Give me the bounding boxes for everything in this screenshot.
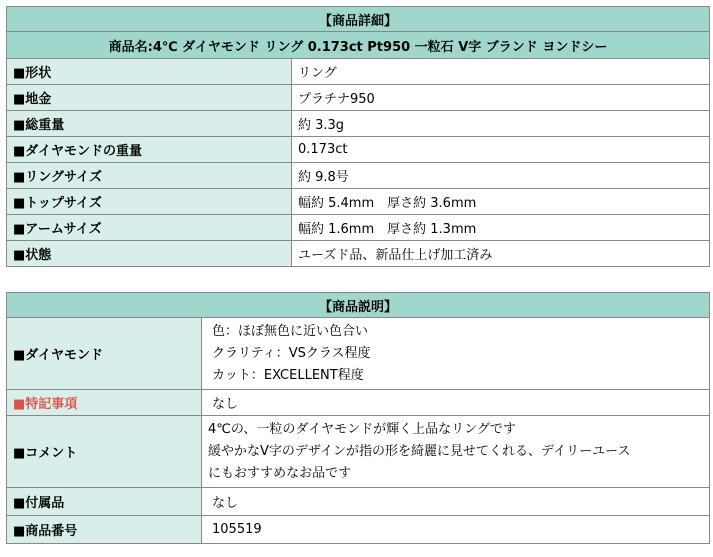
product-name: 商品名:4℃ ダイヤモンド リング 0.173ct Pt950 一粒石 V字 ブランド ヨンドシー <box>7 32 710 59</box>
detail-value: 0.173ct <box>292 137 710 163</box>
diamond-clarity: クラリティ：VSクラス程度 <box>212 345 371 361</box>
comment-label: ■コメント <box>7 416 202 488</box>
comment-line: 緩やかなV字のデザインが指の形を綺麗に見せてくれる、デイリーユース <box>208 443 631 459</box>
detail-label: ■地金 <box>7 85 292 111</box>
diamond-label: ■ダイヤモンド <box>7 318 202 390</box>
diamond-row <box>7 318 710 390</box>
detail-label: ■ダイヤモンドの重量 <box>7 137 292 163</box>
special-label: ■特記事項 <box>7 390 202 416</box>
detail-label: ■形状 <box>7 59 292 85</box>
comment-row <box>7 416 710 488</box>
details-heading: 【商品詳細】 <box>7 7 710 32</box>
detail-label: ■総重量 <box>7 111 292 137</box>
diamond-details <box>202 318 710 390</box>
detail-label: ■アームサイズ <box>7 215 292 241</box>
accessories-value: なし <box>202 488 710 516</box>
detail-value: 幅約 1.6mm 厚さ約 1.3mm <box>292 215 710 241</box>
product-number-label: ■商品番号 <box>7 516 202 544</box>
detail-label: ■リングサイズ <box>7 163 292 189</box>
diamond-cut: カット：EXCELLENT程度 <box>212 367 364 383</box>
special-value: なし <box>202 390 710 416</box>
detail-label: ■状態 <box>7 241 292 267</box>
comment-line: にもおすすめなお品です <box>208 465 352 481</box>
detail-value: リング <box>292 59 710 85</box>
detail-row <box>7 85 710 111</box>
description-heading: 【商品説明】 <box>7 293 710 318</box>
product-number-row <box>7 516 710 544</box>
detail-row <box>7 59 710 85</box>
detail-value: ユーズド品、新品仕上げ加工済み <box>292 241 710 267</box>
detail-row <box>7 189 710 215</box>
accessories-row <box>7 488 710 516</box>
detail-row <box>7 163 710 189</box>
diamond-color: 色：ほぼ無色に近い色合い <box>212 323 369 339</box>
special-row <box>7 390 710 416</box>
detail-row <box>7 215 710 241</box>
detail-value: プラチナ950 <box>292 85 710 111</box>
detail-row <box>7 111 710 137</box>
detail-row <box>7 241 710 267</box>
detail-value: 幅約 5.4mm 厚さ約 3.6mm <box>292 189 710 215</box>
product-details-table <box>6 6 710 267</box>
product-description-table <box>6 292 710 544</box>
detail-row <box>7 137 710 163</box>
accessories-label: ■付属品 <box>7 488 202 516</box>
detail-value: 約 3.3g <box>292 111 710 137</box>
comment-line: 4℃の、一粒のダイヤモンドが輝く上品なリングです <box>208 421 516 437</box>
detail-label: ■トップサイズ <box>7 189 292 215</box>
comment-text <box>202 416 710 488</box>
product-number-value: 105519 <box>202 516 710 544</box>
detail-value: 約 9.8号 <box>292 163 710 189</box>
